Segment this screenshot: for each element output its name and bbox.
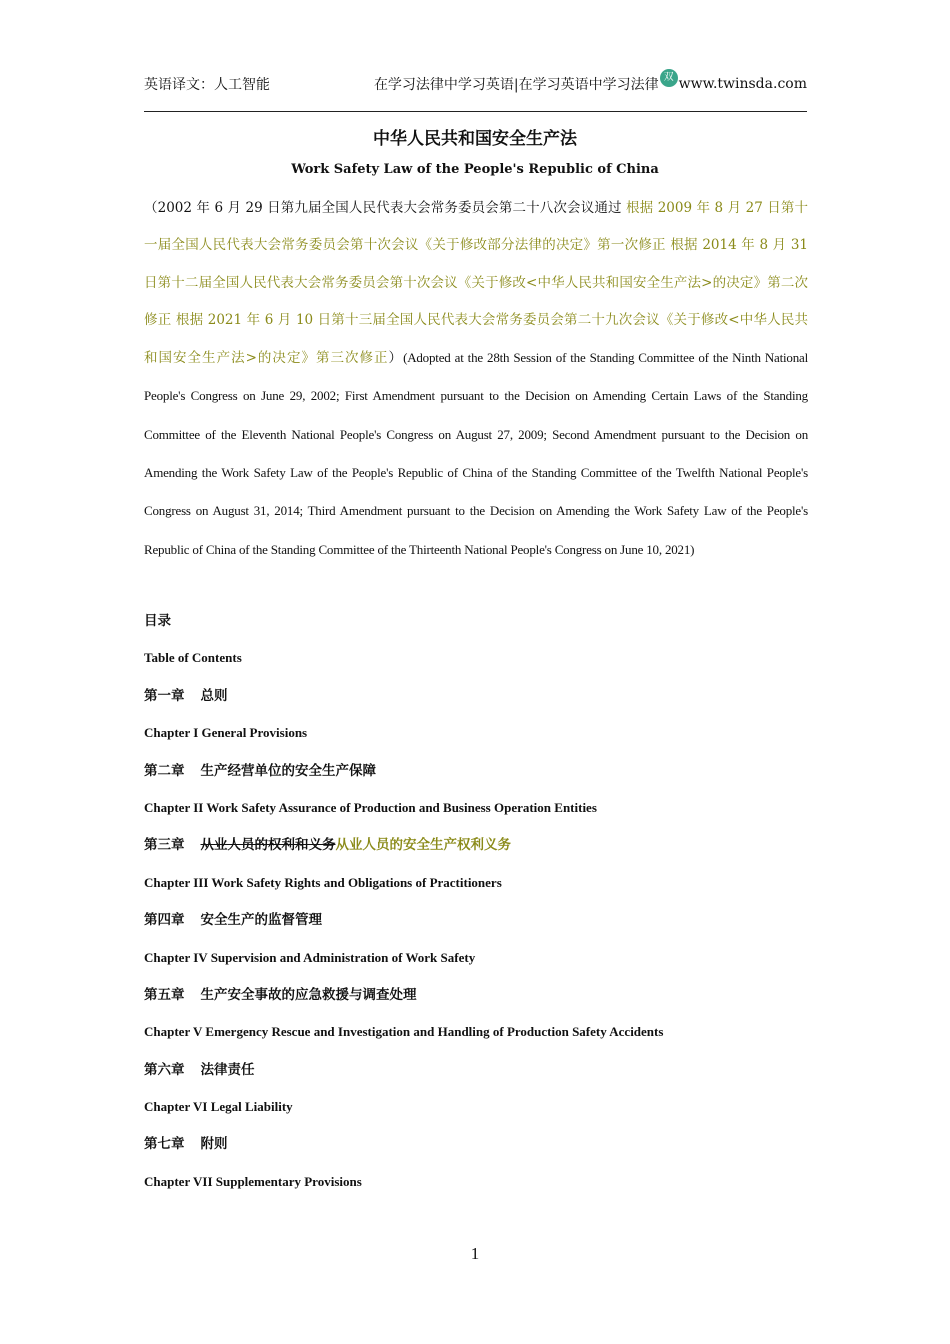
toc-chapter-4-cn[interactable] [144,905,808,942]
chapter-number: 第六章 [144,1061,185,1078]
chapter-title: 附则 [200,1136,228,1153]
title-chinese: 中华人民共和国安全生产法 [373,129,577,149]
toc-chapter-7-en[interactable]: Chapter VII Supplementary Provisions [144,1173,362,1189]
chapter-title: 总则 [200,687,228,704]
header-slogan: 在学习法律中学习英语|在学习英语中学习法律 [373,77,659,93]
chapter-number: 第二章 [144,762,185,779]
amendment-2-cn: 根据 2014 年 8 月 31 日第十二届全国人民代表大会常务委员会第十次会议《关于修改<中华人民共和国安全生产法>的决定》第二次修正 [144,237,808,328]
page-header [144,70,807,96]
chapter-title: 安全生产的监督管理 [200,912,322,929]
title-english: Work Safety Law of the People's Republic of China [291,162,659,177]
page-number: 1 [470,1244,480,1263]
toc-heading-cn: 目录 [144,613,171,629]
toc-chapter-7-cn[interactable] [144,1129,808,1166]
amendment-3-cn: 根据 2021 年 6 月 10 日第十三届全国人民代表大会常务委员会第二十九次会议《关于修改<中华人民共和国安全生产法>的决定》第三次修正 [144,311,809,367]
chapter-number: 第三章 [144,837,185,854]
chapter-number: 第五章 [144,986,185,1003]
toc-chapter-1-en[interactable]: Chapter I General Provisions [144,725,308,741]
twinsda-logo-icon: 双 [660,69,678,87]
adoption-text-en: (Adopted at the 28th Session of the Standing Committee of the Ninth National People's Congress on June 29, 2002; First Amendment pursuant to the Decision on Amending Certain Laws of the Standing Committee of the Eleventh National People's Congress on August 27, 2009; Second Amendment pursuant to the Decision on Amending the Work Safety Law of the People's Republic of China of the Standing Committee of the Twelfth National People's Congress on August 31, 2014; Third Amendment pursuant to the Decision on Amending the Work Safety Law of the People's Republic of China of the Standing Committee of the Thirteenth National People's Congress on June 10, 2021) [144,350,809,557]
toc-chapter-6-cn[interactable] [144,1055,808,1092]
chapter-title-deleted: 从业人员的权利和义务 [200,837,336,854]
chapter-number: 第四章 [144,912,185,929]
toc-chapter-2-en[interactable]: Chapter II Work Safety Assurance of Production and Business Operation Entities [144,799,597,815]
amendment-1-cn: 根据 2009 年 8 月 27 日第十一届全国人民代表大会常务委员会第十次会议《关于修改部分法律的决定》第一次修正 [144,200,808,254]
adoption-note [144,190,808,569]
header-left-text: 英语译文：人工智能 [144,77,270,93]
chapter-number: 第七章 [144,1136,185,1153]
chapter-number: 第一章 [144,687,185,704]
toc-chapter-1-cn[interactable] [144,681,808,718]
toc-chapter-2-cn[interactable] [144,756,808,793]
toc-chapter-3-en[interactable]: Chapter III Work Safety Rights and Obligations of Practitioners [144,874,502,890]
toc-chapter-6-en[interactable]: Chapter VI Legal Liability [144,1099,293,1115]
adoption-text-cn: （2002 年 6 月 29 日第九届全国人民代表大会常务委员会第二十八次会议通过 [144,200,622,216]
header-right [374,74,807,94]
chapter-title: 生产经营单位的安全生产保障 [200,762,376,779]
chapter-title-amended: 从业人员的安全生产权利义务 [335,837,511,854]
header-site-link[interactable]: www.twinsda.com [678,76,807,92]
header-divider [144,111,807,112]
chapter-title: 生产安全事故的应急救援与调查处理 [200,986,417,1003]
toc-heading-en: Table of Contents [144,650,242,666]
toc-chapter-5-cn[interactable] [144,980,808,1017]
toc-chapter-5-en[interactable]: Chapter V Emergency Rescue and Investigation and Handling of Production Safety Accidents [144,1024,664,1040]
table-of-contents [144,606,808,1204]
toc-chapter-4-en[interactable]: Chapter IV Supervision and Administration of Work Safety [144,949,476,965]
adoption-close-paren: ） [388,350,404,367]
chapter-title: 法律责任 [200,1061,255,1078]
toc-chapter-3-cn[interactable] [144,830,808,867]
